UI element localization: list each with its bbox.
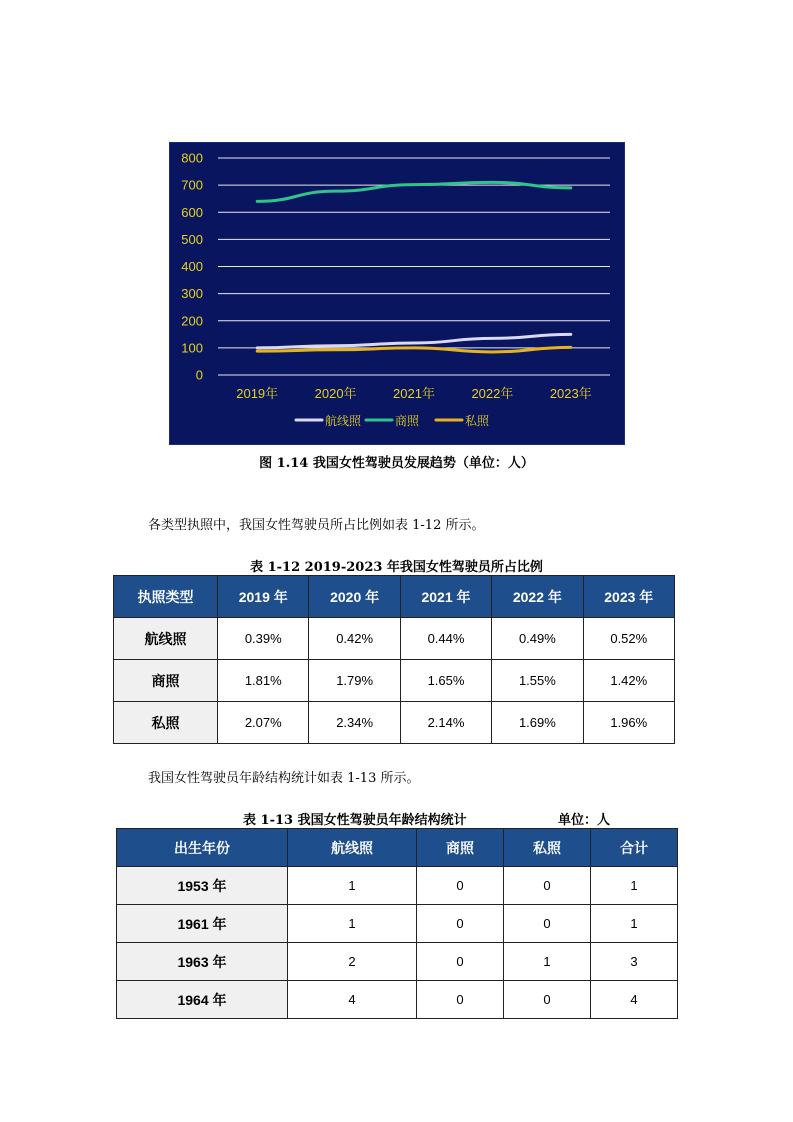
table-row — [117, 981, 678, 1019]
table-cell: 1.65% — [400, 660, 491, 702]
row-label: 1953 年 — [117, 867, 288, 905]
legend-label: 私照 — [465, 414, 490, 428]
table-cell: 1 — [591, 905, 678, 943]
header-private: 私照 — [504, 829, 591, 867]
legend-label: 商照 — [395, 414, 420, 428]
x-tick-label: 2020年 — [314, 386, 357, 401]
x-tick-label: 2023年 — [549, 386, 592, 401]
table-row — [117, 943, 678, 981]
row-label: 私照 — [114, 702, 218, 744]
x-tick-label: 2021年 — [393, 386, 435, 401]
table-row — [117, 867, 678, 905]
table-cell: 1 — [288, 867, 417, 905]
table-cell: 0.42% — [309, 618, 400, 660]
table-cell: 1.81% — [218, 660, 309, 702]
paragraph-table-1-13-intro: 我国女性驾驶员年龄结构统计如表 1-13 所示。 — [148, 771, 420, 786]
table-1-13 — [116, 828, 678, 1019]
table-cell: 0 — [417, 905, 504, 943]
table-cell: 1.69% — [492, 702, 583, 744]
table-cell: 1.96% — [583, 702, 674, 744]
header-birth-year: 出生年份 — [117, 829, 288, 867]
table-cell: 1 — [591, 867, 678, 905]
table-cell: 2.07% — [218, 702, 309, 744]
series-line-航线照 — [257, 334, 571, 348]
table-cell: 1.79% — [309, 660, 400, 702]
table-cell: 0 — [417, 981, 504, 1019]
table-header-row — [114, 576, 675, 618]
table-row — [114, 618, 675, 660]
table-cell: 0.49% — [492, 618, 583, 660]
table-cell: 0 — [417, 867, 504, 905]
table-cell: 2 — [288, 943, 417, 981]
table-cell: 0.52% — [583, 618, 674, 660]
y-tick-label: 0 — [195, 367, 203, 383]
table-1-13-unit: 单位：人 — [558, 813, 611, 828]
table-cell: 0 — [504, 905, 591, 943]
chart-canvas — [170, 143, 624, 444]
table-header-row — [117, 829, 678, 867]
header-2022: 2022 年 — [492, 576, 583, 618]
table-cell: 0 — [417, 943, 504, 981]
table-1-12 — [113, 575, 675, 744]
trend-line-chart — [169, 142, 625, 445]
row-label: 航线照 — [114, 618, 218, 660]
row-label: 1963 年 — [117, 943, 288, 981]
row-label: 1964 年 — [117, 981, 288, 1019]
table-cell: 0 — [504, 867, 591, 905]
y-tick-label: 800 — [181, 150, 203, 166]
table-cell: 4 — [591, 981, 678, 1019]
y-tick-label: 400 — [181, 259, 203, 274]
table-row — [114, 660, 675, 702]
header-commercial: 商照 — [417, 829, 504, 867]
table-cell: 4 — [288, 981, 417, 1019]
table-row — [117, 905, 678, 943]
x-tick-label: 2022年 — [471, 386, 514, 401]
header-2020: 2020 年 — [309, 576, 400, 618]
header-2019: 2019 年 — [218, 576, 309, 618]
figure-caption: 图 1.14 我国女性驾驶员发展趋势（单位：人） — [259, 456, 534, 471]
table-cell: 1 — [504, 943, 591, 981]
header-airline: 航线照 — [288, 829, 417, 867]
table-row — [114, 702, 675, 744]
table-cell: 0.39% — [218, 618, 309, 660]
table-cell: 1.55% — [492, 660, 583, 702]
table-cell: 1 — [288, 905, 417, 943]
header-2023: 2023 年 — [583, 576, 674, 618]
y-tick-label: 200 — [181, 313, 203, 329]
table-1-13-title: 表 1-13 我国女性驾驶员年龄结构统计 — [243, 813, 467, 828]
y-tick-label: 100 — [181, 340, 203, 356]
table-cell: 2.34% — [309, 702, 400, 744]
paragraph-table-1-12-intro: 各类型执照中，我国女性驾驶员所占比例如表 1-12 所示。 — [148, 518, 485, 533]
table-cell: 2.14% — [400, 702, 491, 744]
legend-label: 航线照 — [325, 414, 362, 428]
table-cell: 0.44% — [400, 618, 491, 660]
y-tick-label: 300 — [181, 286, 203, 302]
y-tick-label: 600 — [181, 204, 203, 220]
row-label: 商照 — [114, 660, 218, 702]
table-cell: 0 — [504, 981, 591, 1019]
table-1-12-title: 表 1-12 2019-2023 年我国女性驾驶员所占比例 — [250, 560, 543, 575]
header-license-type: 执照类型 — [114, 576, 218, 618]
header-2021: 2021 年 — [400, 576, 491, 618]
table-cell: 1.42% — [583, 660, 674, 702]
x-tick-label: 2019年 — [236, 386, 279, 401]
row-label: 1961 年 — [117, 905, 288, 943]
table-cell: 3 — [591, 943, 678, 981]
y-tick-label: 500 — [181, 231, 203, 247]
y-tick-label: 700 — [181, 177, 203, 193]
header-total: 合计 — [591, 829, 678, 867]
